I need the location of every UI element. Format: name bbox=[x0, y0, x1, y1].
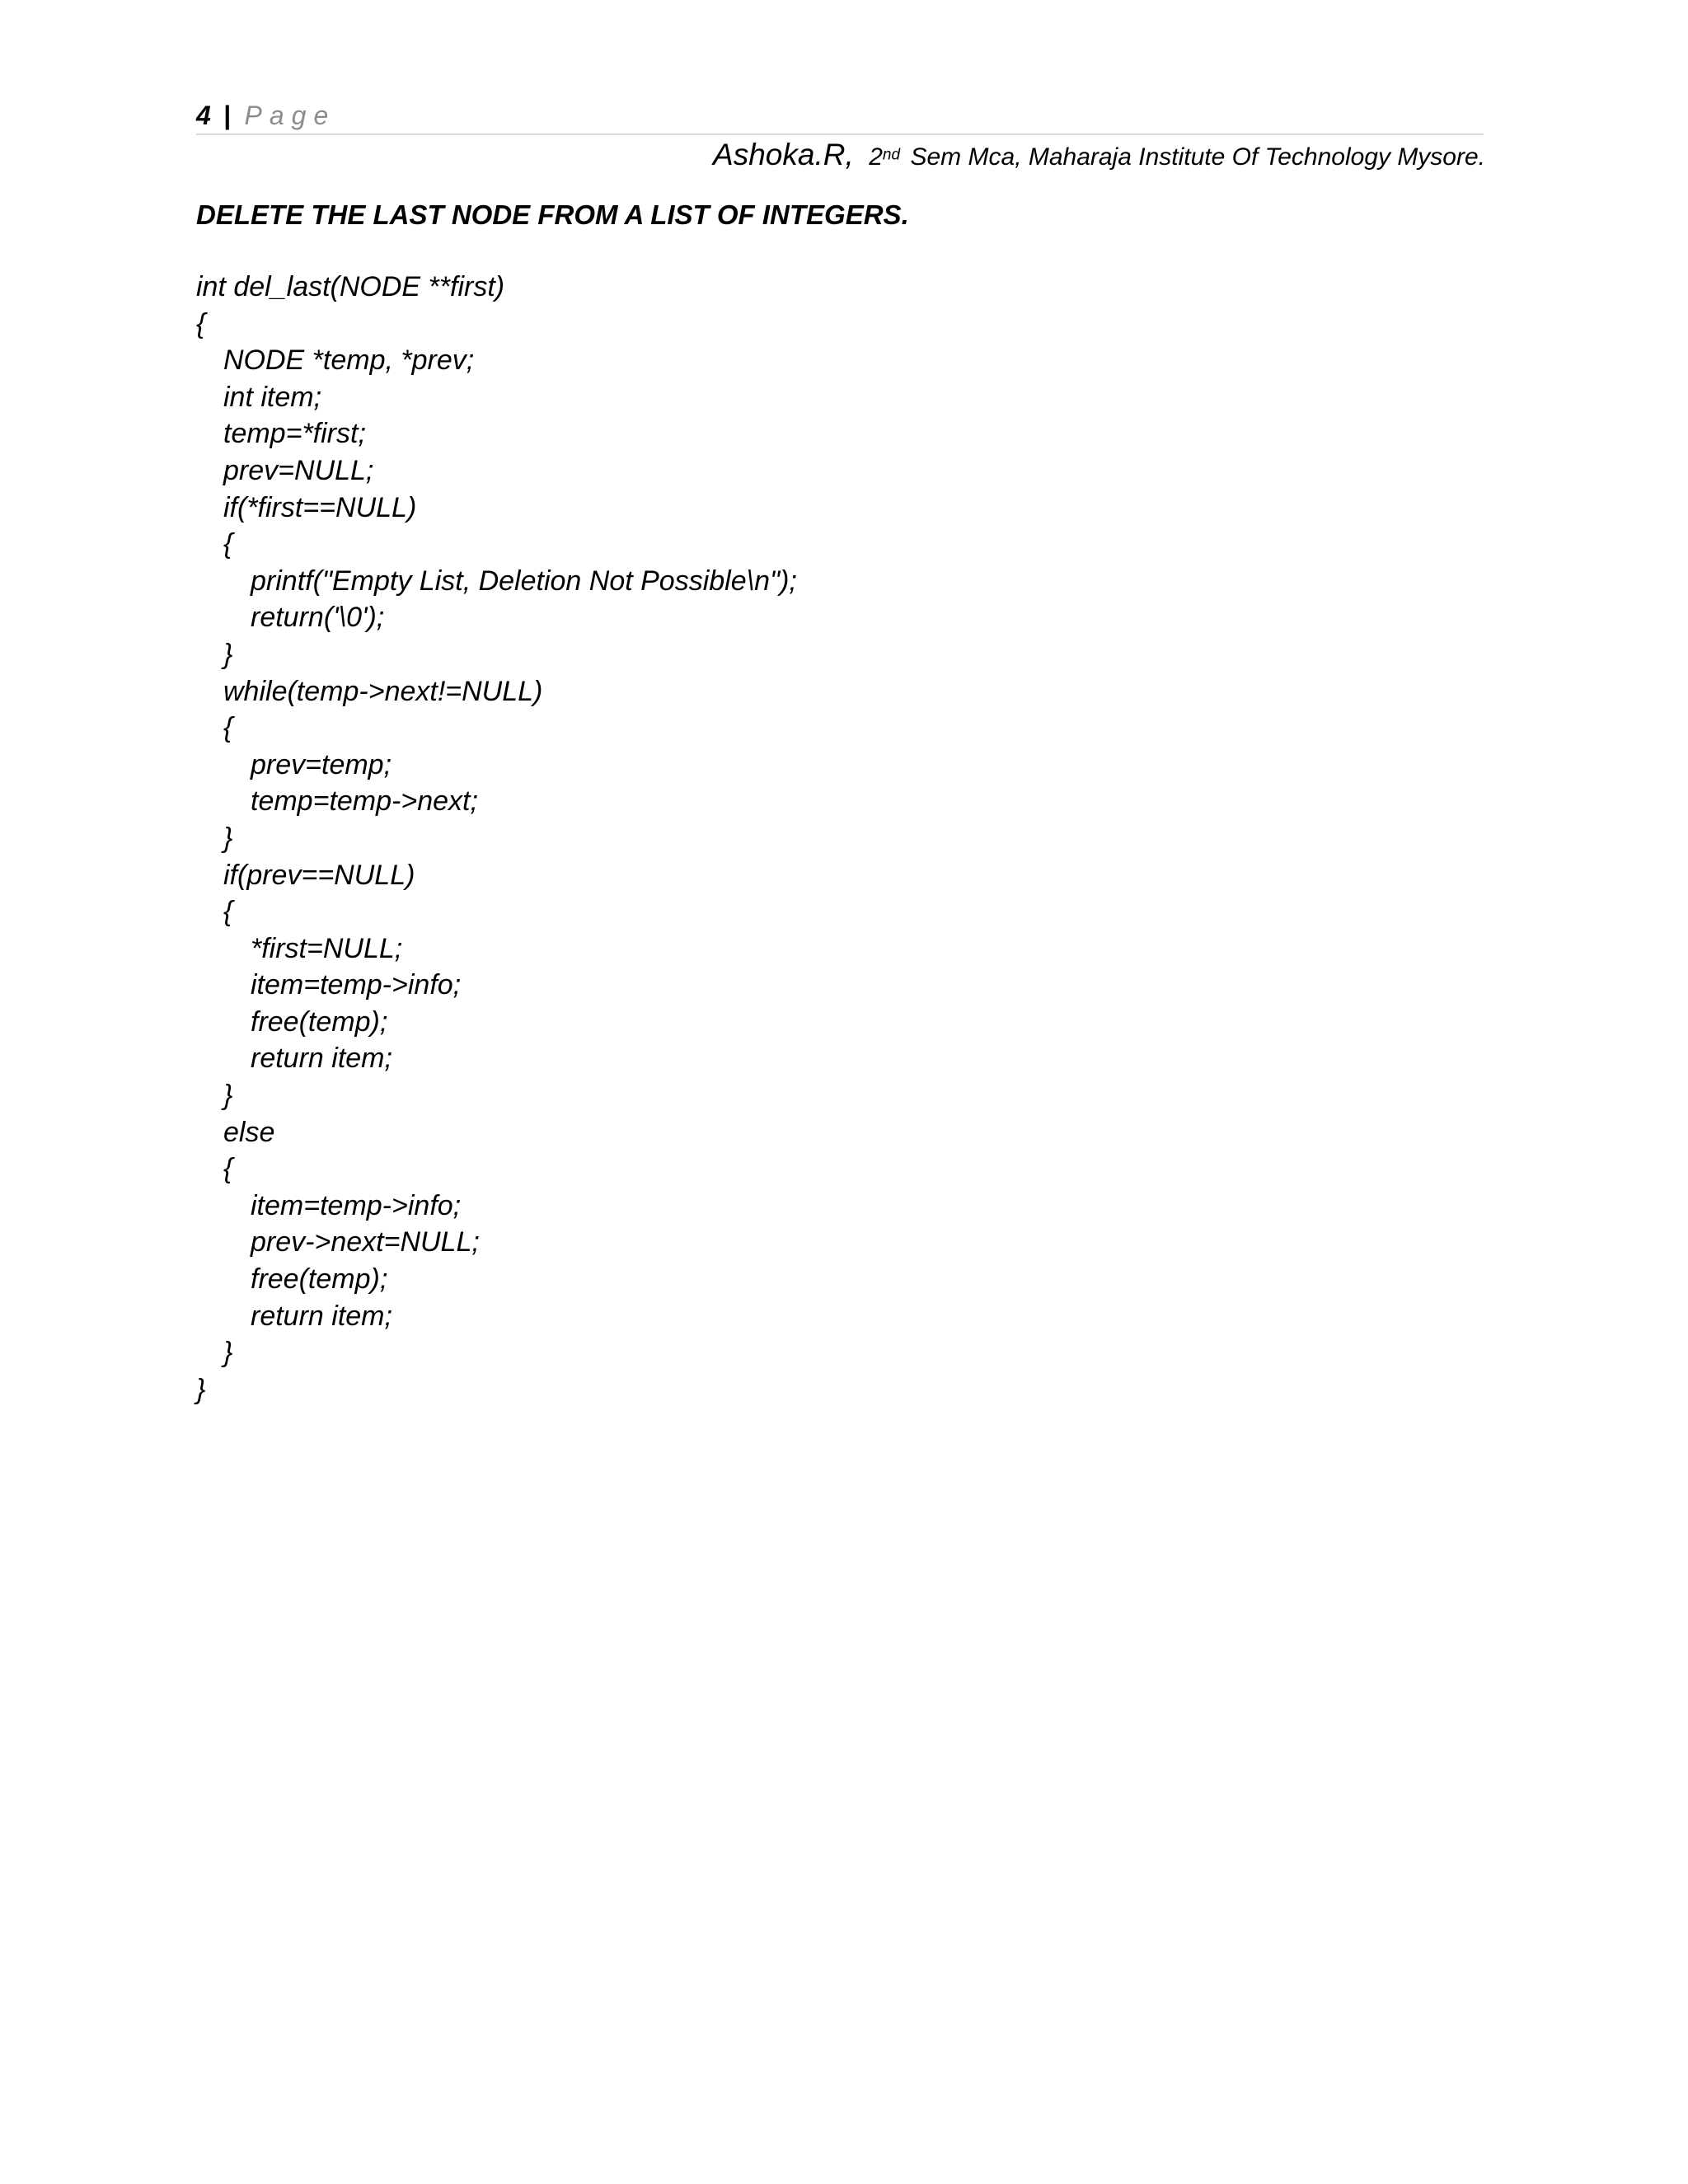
code-line: else bbox=[223, 1116, 275, 1148]
code-line: prev=temp; bbox=[251, 748, 392, 780]
code-line: return('\0'); bbox=[251, 602, 385, 634]
page-label: Page bbox=[244, 101, 336, 130]
semester-number: 2 bbox=[869, 143, 883, 171]
code-block bbox=[196, 269, 797, 1408]
code-line: temp=*first; bbox=[223, 418, 366, 450]
code-line: { bbox=[223, 528, 233, 560]
code-line: { bbox=[223, 1153, 233, 1185]
code-line: int del_last(NODE **first) bbox=[196, 271, 505, 302]
code-line: free(temp); bbox=[251, 1005, 388, 1038]
code-line: return item; bbox=[251, 1300, 392, 1332]
code-line: free(temp); bbox=[251, 1263, 388, 1296]
page-header bbox=[196, 97, 1484, 135]
code-line: while(temp->next!=NULL) bbox=[223, 675, 543, 707]
semester-suffix: nd bbox=[882, 146, 901, 164]
code-line: { bbox=[223, 896, 233, 928]
code-line: } bbox=[223, 1080, 233, 1112]
code-line: if(*first==NULL) bbox=[223, 491, 417, 523]
code-line: temp=temp->next; bbox=[251, 785, 478, 818]
code-line: } bbox=[196, 1373, 206, 1405]
code-line: } bbox=[223, 1337, 233, 1369]
code-line: return item; bbox=[251, 1043, 392, 1075]
code-line: } bbox=[223, 638, 233, 670]
code-line: item=temp->info; bbox=[251, 1189, 462, 1221]
code-line: item=temp->info; bbox=[251, 969, 462, 1001]
author-line bbox=[713, 134, 1485, 183]
code-line: prev=NULL; bbox=[223, 454, 374, 486]
code-line: { bbox=[223, 712, 233, 744]
page-number-line bbox=[196, 97, 335, 134]
code-line: *first=NULL; bbox=[251, 932, 403, 964]
author-name: Ashoka.R, bbox=[713, 138, 854, 171]
code-line: if(prev==NULL) bbox=[223, 859, 415, 891]
document-title: DELETE THE LAST NODE FROM A LIST OF INTEGERS. bbox=[196, 199, 909, 230]
code-line: prev->next=NULL; bbox=[251, 1226, 480, 1258]
code-line: } bbox=[223, 822, 233, 854]
code-line: printf("Empty List, Deletion Not Possible\n"); bbox=[251, 565, 797, 597]
page-number: 4 bbox=[196, 101, 211, 130]
page-separator: | bbox=[223, 101, 231, 130]
code-line: { bbox=[196, 307, 206, 340]
author-details: Sem Mca, Maharaja Institute Of Technology Mysore. bbox=[910, 143, 1485, 171]
code-line: NODE *temp, *prev; bbox=[223, 344, 475, 377]
code-line: int item; bbox=[223, 381, 322, 413]
